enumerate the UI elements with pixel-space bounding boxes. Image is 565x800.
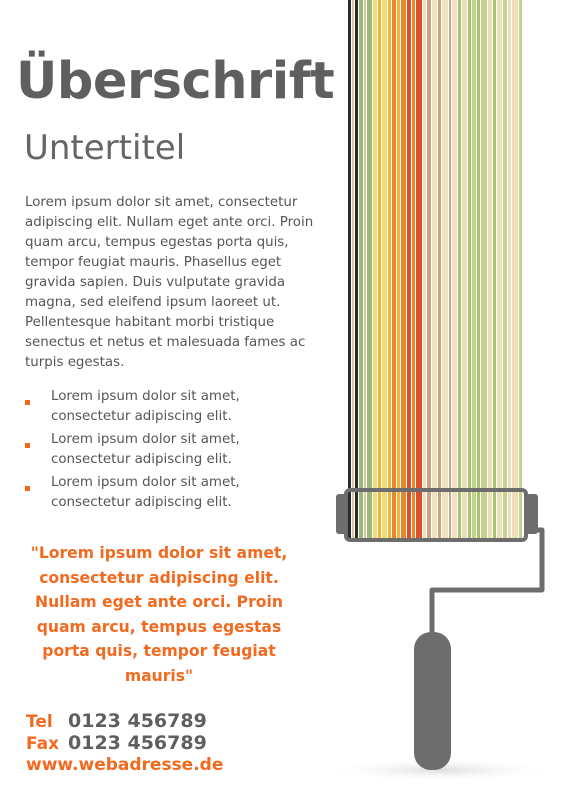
bullet-text: Lorem ipsum dolor sit amet, consectetur adipiscing elit. xyxy=(51,432,240,467)
body-paragraph: Lorem ipsum dolor sit amet, consectetur adipiscing elit. Nullam eget ante orci. Proin quam arcu, tempus egestas porta quis, tempor feugiat mauris. Phasellus eget gravida sapien. Duis vulputate gravida magna, sed eleifend ipsum laoreet ut. Pellentesque habitant morbi tristique senectus et netus et malesuada fames ac turpis egestas. xyxy=(25,195,314,370)
roller-cover-stripe xyxy=(432,492,437,538)
roller-cover xyxy=(346,490,526,540)
paint-stripe xyxy=(508,0,511,492)
paint-stripe xyxy=(359,0,363,492)
roller-cover-stripe xyxy=(462,492,467,538)
roller-cover-stripe xyxy=(472,492,476,538)
paint-stripe xyxy=(364,0,366,492)
list-item xyxy=(25,387,315,427)
paint-stripe xyxy=(472,0,476,492)
bullet-square-icon xyxy=(25,486,30,491)
paint-stripe xyxy=(442,0,448,492)
roller-cover-stripe xyxy=(348,492,351,538)
paint-stripe xyxy=(503,0,507,492)
roller-cover-stripe xyxy=(367,492,372,538)
roller-cover-stripe xyxy=(352,492,354,538)
roller-cover-stripe xyxy=(519,492,522,538)
headline: Überschrift xyxy=(16,52,335,111)
paint-stripe xyxy=(468,0,471,492)
pull-quote: "Lorem ipsum dolor sit amet, consectetur adipiscing elit. Nullam eget ante orci. Proin quam arcu, tempus egestas porta quis, tempor feugiat mauris" xyxy=(30,544,288,685)
roller-cover-stripe xyxy=(427,492,431,538)
roller-cover-stripe xyxy=(355,492,358,538)
paint-stripes xyxy=(348,0,522,492)
bullet-square-icon xyxy=(25,443,30,448)
paint-stripe xyxy=(378,0,381,492)
roller-cover-stripe xyxy=(497,492,502,538)
paint-stripe xyxy=(432,0,437,492)
paint-stripe xyxy=(512,0,518,492)
contact-block xyxy=(26,710,223,776)
roller-cover-stripe xyxy=(382,492,387,538)
bullet-list xyxy=(25,387,315,516)
paint-stripe xyxy=(392,0,396,492)
paint-stripe xyxy=(477,0,480,492)
list-item xyxy=(25,473,315,513)
fax-row xyxy=(26,732,223,754)
bullet-text: Lorem ipsum dolor sit amet, consectetur adipiscing elit. xyxy=(51,389,240,424)
paint-stripe xyxy=(438,0,441,492)
roller-cover-stripe xyxy=(373,492,377,538)
paint-stripe xyxy=(407,0,411,492)
roller-cover-stripe xyxy=(512,492,518,538)
paint-stripe xyxy=(401,0,406,492)
roller-cover-stripe xyxy=(477,492,480,538)
roller-cover-stripe xyxy=(423,492,426,538)
roller-cover-stripe xyxy=(378,492,381,538)
roller-cover-stripe xyxy=(458,492,461,538)
paint-stripe xyxy=(397,0,400,492)
tel-row xyxy=(26,710,223,732)
roller-frame xyxy=(432,530,542,640)
roller-cover-stripe xyxy=(397,492,400,538)
list-item xyxy=(25,430,315,470)
paint-stripe xyxy=(367,0,372,492)
roller-cover-stripe xyxy=(392,492,396,538)
website-link[interactable]: www.webadresse.de xyxy=(26,755,224,775)
bullet-text: Lorem ipsum dolor sit amet, consectetur adipiscing elit. xyxy=(51,475,240,510)
roller-cover-stripe xyxy=(488,492,492,538)
paint-stripe xyxy=(348,0,351,492)
paint-stripe xyxy=(416,0,422,492)
paint-stripe xyxy=(352,0,354,492)
paint-stripe xyxy=(423,0,426,492)
paint-stripe xyxy=(462,0,467,492)
paint-stripe xyxy=(481,0,487,492)
tel-label: Tel xyxy=(26,712,53,732)
roller-cover-stripe xyxy=(359,492,363,538)
roller-cover-stripe xyxy=(468,492,471,538)
tel-number: 0123 456789 xyxy=(68,710,207,732)
paint-stripe xyxy=(412,0,415,492)
roller-cover-stripe xyxy=(388,492,391,538)
roller-cover-stripe xyxy=(481,492,487,538)
roller-cover-stripe xyxy=(452,492,457,538)
roller-cover-stripe xyxy=(438,492,441,538)
roller-cover-stripe xyxy=(401,492,406,538)
roller-cover-stripe xyxy=(364,492,366,538)
roller-cover-stripe xyxy=(407,492,411,538)
paint-stripe xyxy=(373,0,377,492)
roller-cover-stripe xyxy=(416,492,422,538)
paint-stripe xyxy=(493,0,496,492)
roller-cover-stripe xyxy=(508,492,511,538)
fax-label: Fax xyxy=(26,734,60,754)
fax-number: 0123 456789 xyxy=(68,732,207,754)
paint-stripe xyxy=(355,0,358,492)
roller-cover-stripe xyxy=(449,492,451,538)
paint-stripe xyxy=(488,0,492,492)
bullet-square-icon xyxy=(25,400,30,405)
paint-stripe xyxy=(449,0,451,492)
paint-stripe xyxy=(382,0,387,492)
paint-stripe xyxy=(458,0,461,492)
roller-grip xyxy=(414,632,451,770)
paint-stripe xyxy=(497,0,502,492)
roller-cover-stripe xyxy=(412,492,415,538)
roller-cover-stripe xyxy=(442,492,448,538)
paint-stripe xyxy=(452,0,457,492)
paint-stripe xyxy=(427,0,431,492)
paint-stripe xyxy=(519,0,522,492)
subtitle: Untertitel xyxy=(24,128,186,168)
roller-cover-stripe xyxy=(493,492,496,538)
paint-stripe xyxy=(388,0,391,492)
roller-cover-stripe xyxy=(503,492,507,538)
